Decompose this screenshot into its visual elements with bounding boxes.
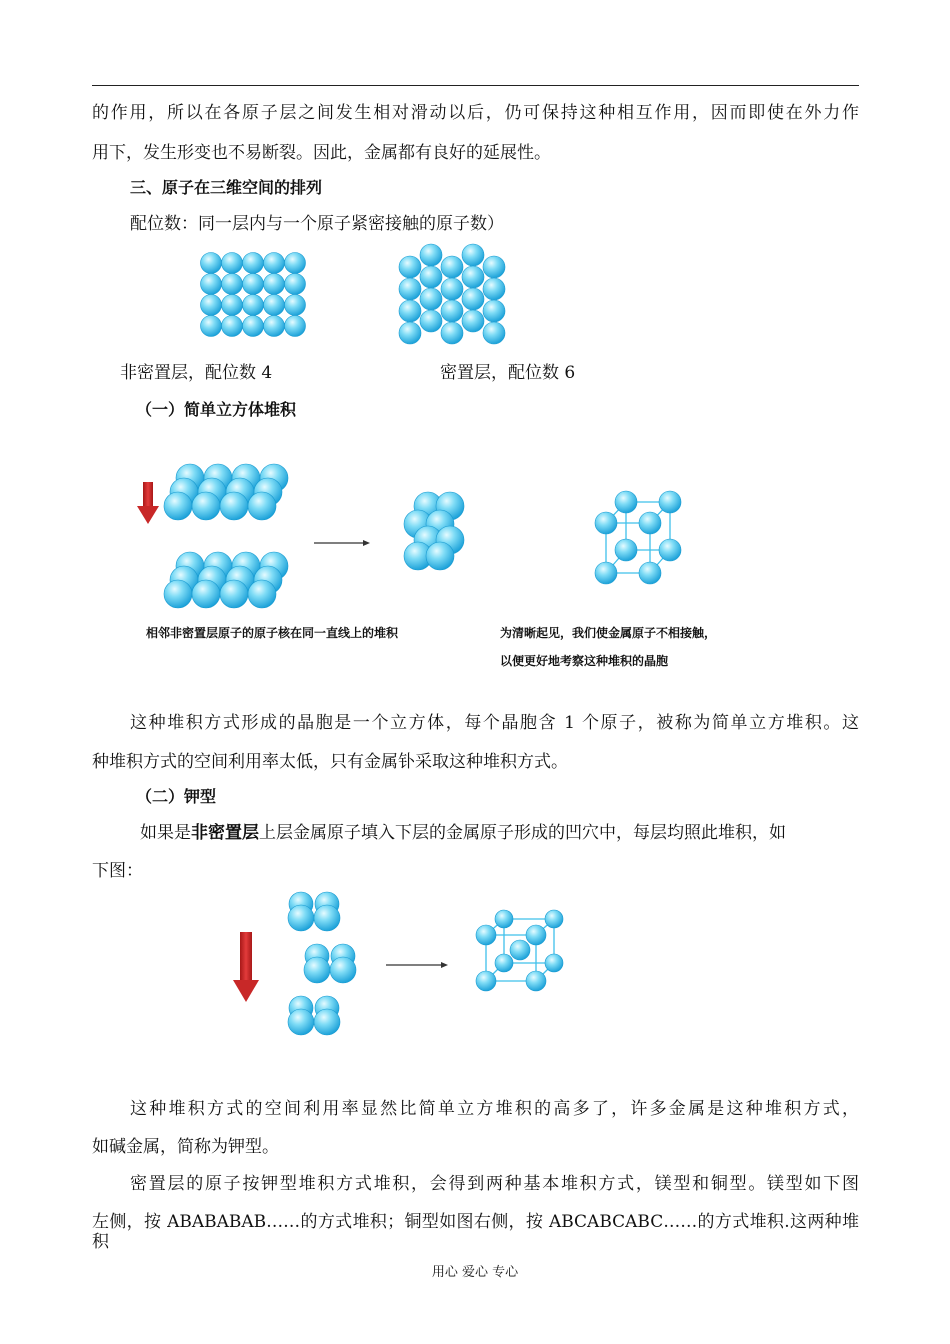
label-nonclose-layer: 非密置层，配位数 4: [120, 363, 273, 383]
paragraph-3-rest: 上层金属原子填入下层的金属原子形成的凹穴中，每层均照此堆积，如: [259, 823, 786, 843]
atom: [314, 1009, 340, 1035]
atom: [483, 256, 505, 278]
atom: [243, 295, 264, 316]
atom: [545, 954, 563, 972]
atom: [248, 580, 276, 608]
paragraph-2-line-1: 这种堆积方式形成的晶胞是一个立方体，每个晶胞含 1 个原子，被称为简单立方堆积。这: [130, 713, 859, 733]
atom: [285, 253, 306, 274]
atom: [243, 274, 264, 295]
atom: [545, 910, 563, 928]
close-layer-figure: [398, 243, 513, 343]
atom: [483, 300, 505, 322]
atom: [659, 539, 681, 561]
atom: [639, 562, 661, 584]
atom: [462, 310, 484, 332]
simple-cubic-stack-figure: [398, 490, 470, 570]
atom: [526, 971, 546, 991]
caption-right-line-1: 为清晰起见，我们使金属原子不相接触，: [500, 626, 717, 640]
atom: [476, 925, 496, 945]
atom: [164, 492, 192, 520]
paragraph-3-line-1: [140, 823, 786, 843]
atom: [615, 491, 637, 513]
atom: [526, 925, 546, 945]
atom: [314, 905, 340, 931]
atom: [595, 512, 617, 534]
atom: [288, 1009, 314, 1035]
paragraph-1-line-1: 的作用，所以在各原子层之间发生相对滑动以后，仍可保持这种相互作用，因而即使在外力作: [92, 103, 859, 123]
atom: [285, 295, 306, 316]
body-center-atom: [510, 940, 530, 960]
paragraph-3-prefix: 如果是: [140, 823, 191, 843]
right-arrow-icon: [314, 538, 370, 548]
paragraph-1-line-2: 用下，发生形变也不易断裂。因此，金属都有良好的延展性。: [92, 143, 551, 163]
paragraph-2-line-2: 种堆积方式的空间利用率太低，只有金属钋采取这种堆积方式。: [92, 752, 568, 772]
atom: [495, 910, 513, 928]
atom: [420, 266, 442, 288]
atom: [285, 316, 306, 337]
simple-cubic-cell-figure: [588, 488, 688, 588]
atom: [399, 256, 421, 278]
atom: [399, 278, 421, 300]
red-down-arrow-icon-2: [233, 932, 259, 1002]
atom: [441, 300, 463, 322]
bcc-cell-figure: [472, 905, 572, 1000]
atom: [476, 971, 496, 991]
atom: [441, 256, 463, 278]
atom: [304, 957, 330, 983]
atom: [264, 253, 285, 274]
atom: [201, 316, 222, 337]
atom: [399, 300, 421, 322]
atom: [420, 244, 442, 266]
atom: [441, 278, 463, 300]
atom: [220, 580, 248, 608]
paragraph-5-line-2: 左侧，按 ABABABAB……的方式堆积；铜型如图右侧，按 ABCABCABC……的方式堆积.这两种堆积: [92, 1212, 859, 1252]
atom: [243, 316, 264, 337]
simple-cubic-layers-figure: [160, 462, 295, 617]
atom: [615, 539, 637, 561]
atom: [285, 274, 306, 295]
atom: [264, 295, 285, 316]
atom: [264, 316, 285, 337]
caption-right-line-2: 以便更好地考察这种堆积的晶胞: [500, 654, 669, 668]
caption-left: 相邻非密置层原子的原子核在同一直线上的堆积: [146, 626, 399, 640]
page-footer: 用心 爱心 专心: [431, 1265, 519, 1280]
atom: [462, 288, 484, 310]
atom: [659, 491, 681, 513]
atom: [639, 512, 661, 534]
atom: [164, 580, 192, 608]
atom: [201, 295, 222, 316]
red-down-arrow-icon: [137, 482, 159, 524]
atom: [595, 562, 617, 584]
atom: [483, 322, 505, 344]
label-close-layer: 密置层，配位数 6: [440, 363, 576, 383]
paragraph-5-line-1: 密置层的原子按钾型堆积方式堆积，会得到两种基本堆积方式，镁型和铜型。镁型如下图: [130, 1174, 859, 1194]
header-rule: [92, 85, 859, 86]
atom: [495, 954, 513, 972]
atom: [399, 322, 421, 344]
atom: [426, 542, 454, 570]
atom: [248, 492, 276, 520]
nonclose-layer-figure: [200, 250, 315, 345]
paragraph-3-line-2: 下图：: [92, 861, 143, 881]
subsection-2-heading: （二）钾型: [136, 787, 217, 806]
bcc-layers-figure: [283, 890, 363, 1035]
atom: [462, 266, 484, 288]
coordination-definition: 配位数：同一层内与一个原子紧密接触的原子数）: [130, 214, 504, 234]
atom: [220, 492, 248, 520]
atom: [192, 492, 220, 520]
atom: [462, 244, 484, 266]
atom: [264, 274, 285, 295]
atom: [201, 274, 222, 295]
atom: [222, 274, 243, 295]
paragraph-4-line-1: 这种堆积方式的空间利用率显然比简单立方堆积的高多了，许多金属是这种堆积方式，: [130, 1099, 859, 1119]
atom: [222, 316, 243, 337]
atom: [201, 253, 222, 274]
right-arrow-icon-2: [386, 960, 448, 970]
atom: [420, 310, 442, 332]
atom: [192, 580, 220, 608]
atom: [222, 253, 243, 274]
paragraph-3-bold: 非密置层: [191, 823, 259, 843]
paragraph-4-line-2: 如碱金属，简称为钾型。: [92, 1137, 279, 1157]
section-3-heading: 三、原子在三维空间的排列: [130, 178, 323, 197]
atom: [483, 278, 505, 300]
atom: [420, 288, 442, 310]
atom: [441, 322, 463, 344]
atom: [330, 957, 356, 983]
atom: [243, 253, 264, 274]
subsection-1-heading: （一）简单立方体堆积: [136, 400, 297, 419]
atom: [222, 295, 243, 316]
atom: [288, 905, 314, 931]
